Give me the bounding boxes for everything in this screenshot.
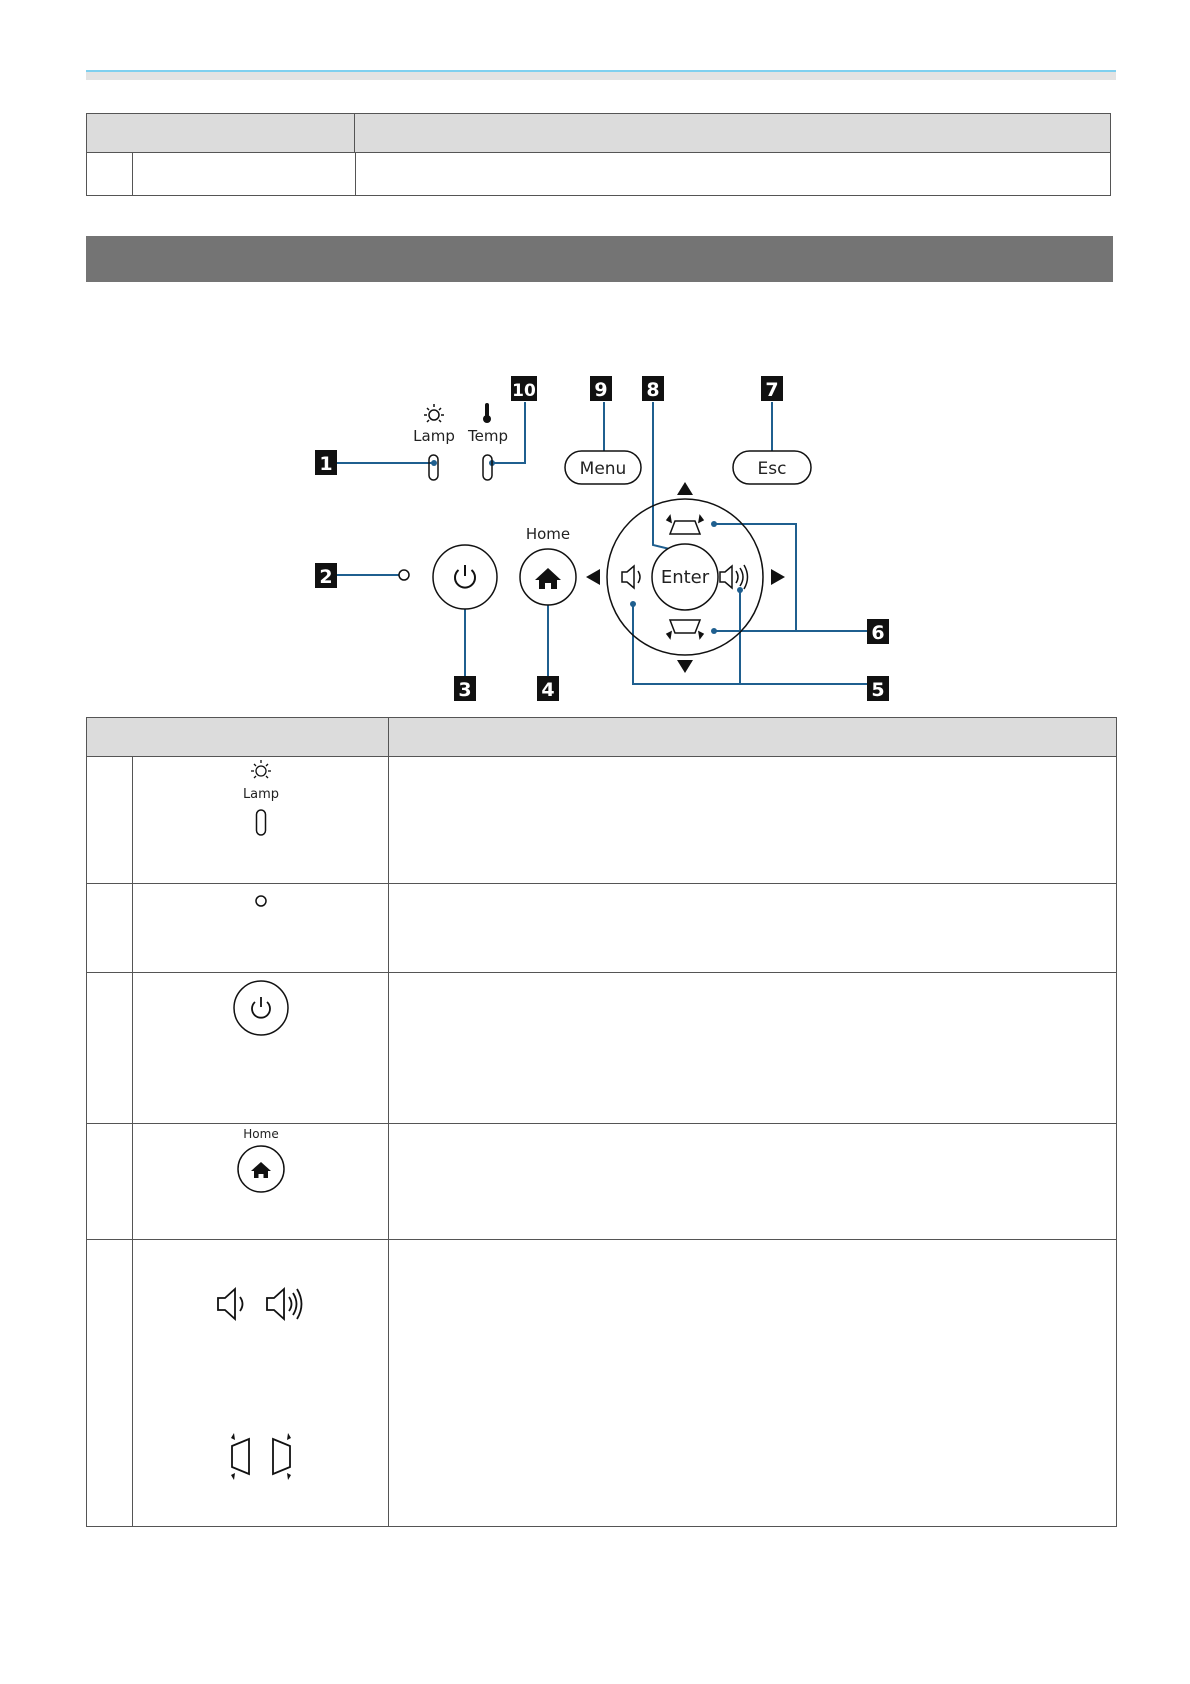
keystone-down-icon[interactable] (667, 620, 703, 638)
lamp-led (429, 455, 438, 480)
table-header-row (87, 718, 1117, 757)
table-row (87, 973, 1117, 1124)
table-row-number (87, 757, 133, 884)
callout-2 (315, 563, 337, 588)
table-row-description (389, 884, 1117, 973)
menu-button[interactable] (565, 451, 641, 484)
row-home-label: Home (242, 1127, 279, 1141)
callout-5 (867, 676, 889, 701)
home-button-icon (226, 1124, 296, 1204)
table-row-description (389, 1240, 1117, 1527)
callout-7 (761, 376, 783, 401)
section-heading-bar (86, 236, 1113, 282)
svg-text:5: 5 (871, 679, 885, 701)
control-panel-table (86, 717, 1117, 1527)
control-panel-diagram (300, 360, 900, 705)
volume-up-icon[interactable] (720, 565, 748, 589)
table-row-icon-cell (133, 973, 389, 1124)
callout-4 (537, 676, 559, 701)
callout-8 (642, 376, 664, 401)
table-row (87, 757, 1117, 884)
top-rule (86, 70, 1116, 80)
svg-text:7: 7 (765, 379, 779, 401)
table-row-icon-cell (133, 1240, 389, 1527)
table-row-icon-cell (133, 757, 389, 884)
svg-text:2: 2 (319, 566, 333, 588)
temp-label: Temp (468, 427, 508, 445)
power-indicator (399, 570, 409, 580)
volume-keystone-icons (201, 1240, 321, 1500)
lamp-icon (424, 404, 444, 422)
arrow-left-icon[interactable] (586, 569, 600, 585)
svg-text:Menu: Menu (579, 459, 627, 479)
temp-indicator (467, 403, 508, 480)
power-indicator-icon (246, 884, 276, 924)
table-row (87, 1124, 1117, 1240)
home-button[interactable] (520, 549, 576, 605)
volume-down-icon (218, 1289, 243, 1319)
table-row (87, 1240, 1117, 1527)
svg-text:1: 1 (319, 453, 333, 475)
enter-button[interactable] (652, 544, 718, 610)
svg-text:8: 8 (646, 379, 660, 401)
previous-table-header-desc (355, 114, 1111, 153)
callout-10 (511, 376, 537, 401)
table-header-name (87, 718, 389, 757)
svg-text:9: 9 (594, 379, 608, 401)
keystone-up-icon[interactable] (667, 516, 703, 534)
svg-text:Enter: Enter (660, 567, 710, 588)
svg-text:3: 3 (458, 679, 472, 701)
temp-led (483, 455, 492, 480)
power-button-icon (226, 973, 296, 1043)
previous-table-row (87, 153, 1111, 196)
callout-3 (454, 676, 476, 701)
callout-1 (315, 450, 337, 475)
table-header-description (389, 718, 1117, 757)
home-label: Home (525, 525, 571, 543)
table-row-icon-cell (133, 1124, 389, 1240)
esc-button[interactable] (733, 451, 811, 484)
keystone-right-icon (273, 1433, 291, 1480)
table-row-description (389, 973, 1117, 1124)
callout-9 (590, 376, 612, 401)
previous-table-header-name (87, 114, 355, 153)
callout-6 (867, 619, 889, 644)
table-row (87, 884, 1117, 973)
table-row-description (389, 1124, 1117, 1240)
power-button[interactable] (433, 545, 497, 609)
previous-table (86, 113, 1111, 196)
svg-text:10: 10 (512, 381, 536, 401)
svg-text:4: 4 (541, 679, 555, 701)
arrow-down-icon[interactable] (677, 660, 693, 673)
lamp-label: Lamp (413, 427, 455, 445)
lamp-indicator (413, 404, 455, 480)
table-row-number (87, 1124, 133, 1240)
table-row-icon-cell (133, 884, 389, 973)
volume-up-icon (267, 1289, 302, 1319)
svg-text:Esc: Esc (757, 459, 787, 479)
table-row-description (389, 757, 1117, 884)
table-row-number (87, 884, 133, 973)
row-lamp-label: Lamp (242, 787, 279, 802)
table-row-number (87, 973, 133, 1124)
arrow-right-icon[interactable] (771, 569, 785, 585)
thermometer-icon (483, 403, 491, 423)
volume-down-icon[interactable] (622, 566, 640, 588)
table-row-number (87, 1240, 133, 1527)
arrow-up-icon[interactable] (677, 482, 693, 495)
keystone-left-icon (231, 1433, 249, 1480)
lamp-indicator-icon (231, 757, 291, 847)
svg-text:6: 6 (871, 622, 885, 644)
